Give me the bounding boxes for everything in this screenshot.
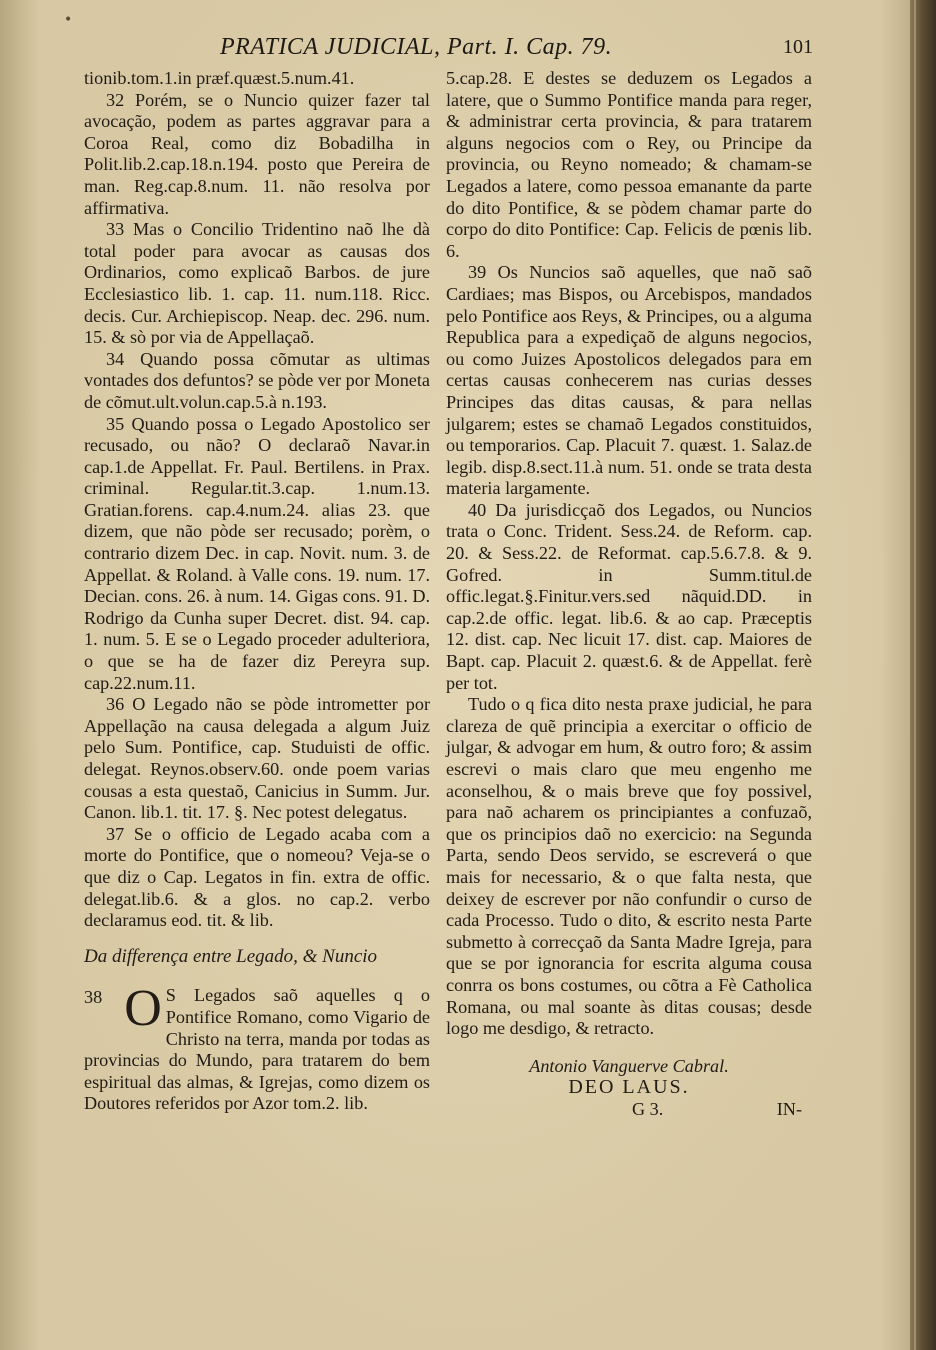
- paragraph-continuation-right: 5.cap.28. E destes se deduzem os Legados a latere, que o Summo Pontifice manda para reger, & administrar certa provincia, & para tratarem alguns negocios com o Rey, ou Principe da provincia, ou Reyno nomeado; & chamam-se Legados a latere, como pessoa emanante da parte do dito Pontifice, & se pòdem chamar parte do corpo do dito Pontifice: Cap. Felicis de pœnis lib. 6.: [446, 68, 812, 261]
- running-title: PRATICA JUDICIAL, Part. I. Cap. 79.: [220, 34, 613, 60]
- paragraph-38-text: S Legados saõ aquelles q o Pontifice Romano, como Vigario de Christo na terra, manda por todas as provincias do Mundo, para tratarem do bem espiritual das almas, & Igrejas, como dizem os Doutores referidos por Azor tom.2. lib.: [84, 985, 430, 1114]
- paragraph-number: 38: [84, 987, 103, 1008]
- corner-mark: •: [64, 12, 73, 28]
- deo-laus: DEO LAUS.: [568, 1076, 690, 1099]
- signature-mark: G 3.: [632, 1098, 664, 1119]
- left-column: [84, 68, 430, 1115]
- paragraph-32: 32 Porém, se o Nuncio quizer fazer tal avocação, podem as partes aggravar para a Coroa Real, como diz Bobadilha in Polit.lib.2.cap.18.n.194. posto que Pereira de man. Reg.cap.8.num. 11. não resolva por affirmativa.: [84, 89, 430, 218]
- paragraph-37: 37 Se o officio de Legado acaba com a morte do Pontifice, que o nomeou? Veja-se o que diz o Cap. Legatos in fin. extra de offic. delegat.lib.6. & a glos. no cap.2. verbo declaramus eod. tit. & lib.: [84, 823, 430, 931]
- paragraph-33: 33 Mas o Concilio Tridentino naõ lhe dà total poder para avocar as causas dos Ordinarios, como explicaõ Barbos. de jure Ecclesiastico lib. 1. cap. 11. num.118. Ricc. decis. Cur. Archiepiscop. Neap. dec. 296. num. 15. & sò por via de Appellaçaõ.: [84, 219, 430, 348]
- paragraph-closing: Tudo o q fica dito nesta praxe judicial, he para clareza de quẽ principia a exercitar o officio de julgar, & advogar em hum, & outro foro; & assim escrevi o mais claro que meu engenho me aconselhou, & o mais breve que foy possivel, para naõ acharem os principiantes a confuzaõ, que os principios daõ no exercicio: na Segunda Parta, sendo Deos servido, se escreverá o que mais for necessario, & o que falta nesta, que deixey de escrever por não confundir o curso de cada Processo. Tudo o dito, & escrito nesta Parte submetto à correcçaõ da Santa Madre Igreja, para que se por ignorancia for escrita alguma cousa conrra os bons costumes, ou cõtra a Fè Catholica Romana, ou mal soante às ditas cousas; desde logo me desdigo, & retracto.: [446, 694, 812, 1039]
- book-binding-edge: [910, 0, 936, 1350]
- paragraph-continuation: tionib.tom.1.in præf.quæst.5.num.41.: [84, 68, 355, 88]
- paragraph-36: 36 O Legado não se pòde intrometter por Appellação na causa delegada a algum Juiz pelo Sum. Pontifice, cap. Studuisti de offic. delegat. Reynos.observ.60. onde poem varias cousas a esta questaõ, Canicius in Summ. Jur. Canon. lib.1. tit. 17. §. Nec potest delegatus.: [84, 694, 430, 823]
- paragraph-38: [84, 980, 430, 1115]
- paragraph-39: 39 Os Nuncios saõ aquelles, que naõ saõ Cardiaes; mas Bispos, ou Arcebispos, mandados pelo Pontifice aos Reys, & Principes, ou a alguma Republica para a expediçaõ de alguns negocios, ou como Juizes Apostolicos delegados para em certas causas conhecerem nas curias desses Principes das ditas causas, & para nellas julgarem; estes se chamaõ Legados constituidos, ou temporarios. Cap. Placuit 7. quæst. 1. Salaz.de legib. disp.8.sect.11.à num. 51. onde se trata desta materia largamente.: [446, 262, 812, 499]
- catchword: IN-: [776, 1098, 802, 1119]
- section-subheading: Da differença entre Legado, & Nuncio: [84, 945, 378, 967]
- right-column: [446, 68, 812, 1121]
- paragraph-34: 34 Quando possa cõmutar as ultimas vontades dos defuntos? se pòde ver por Moneta de cõmut.ult.volun.cap.5.à n.193.: [84, 348, 430, 412]
- author-signature: Antonio Vanguerve Cabral.: [529, 1055, 729, 1076]
- page-number: 101: [783, 36, 813, 58]
- paragraph-40: 40 Da jurisdicçaõ dos Legados, ou Nuncios trata o Conc. Trident. Sess.24. de Reform. cap. 20. & Sess.22. de Reformat. cap.5.6.7.8. & 9. Gofred. in Summ.titul.de offic.legat.§.Finitur.vers.sed nãquid.DD. in cap.2.de offic. legat. lib.6. & ao cap. Præceptis 12. dist. cap. Nec licuit 17. dist. cap. Maiores de Bapt. cap. Placuit 2. quæst.6. & de Appellat. ferè per tot.: [446, 499, 812, 693]
- page-footer: [446, 1099, 812, 1121]
- drop-cap: O: [124, 980, 162, 1038]
- paragraph-35: 35 Quando possa o Legado Apostolico ser recusado, ou não? O declaraõ Navar.in cap.1.de Appellat. Fr. Paul. Bertilens. in Prax. criminal. Regular.tit.3.cap. 1.num.13. Gratian.forens. cap.4.num.24. alias 23. que dizem, que não pòde ser recusado; porèm, o contrario dizem Dec. in cap. Novit. num. 3. de Appellat. & Roland. à Valle cons. 19. num. 17. Decian. cons. 26. à num. 14. Gigas cons. 91. D. Rodrigo da Cunha super Decret. dist. 94. cap. 1. num. 5. E se o Legado proceder adulteriora, o que se ha de fazer diz Pereyra sup. cap.22.num.11.: [84, 413, 431, 693]
